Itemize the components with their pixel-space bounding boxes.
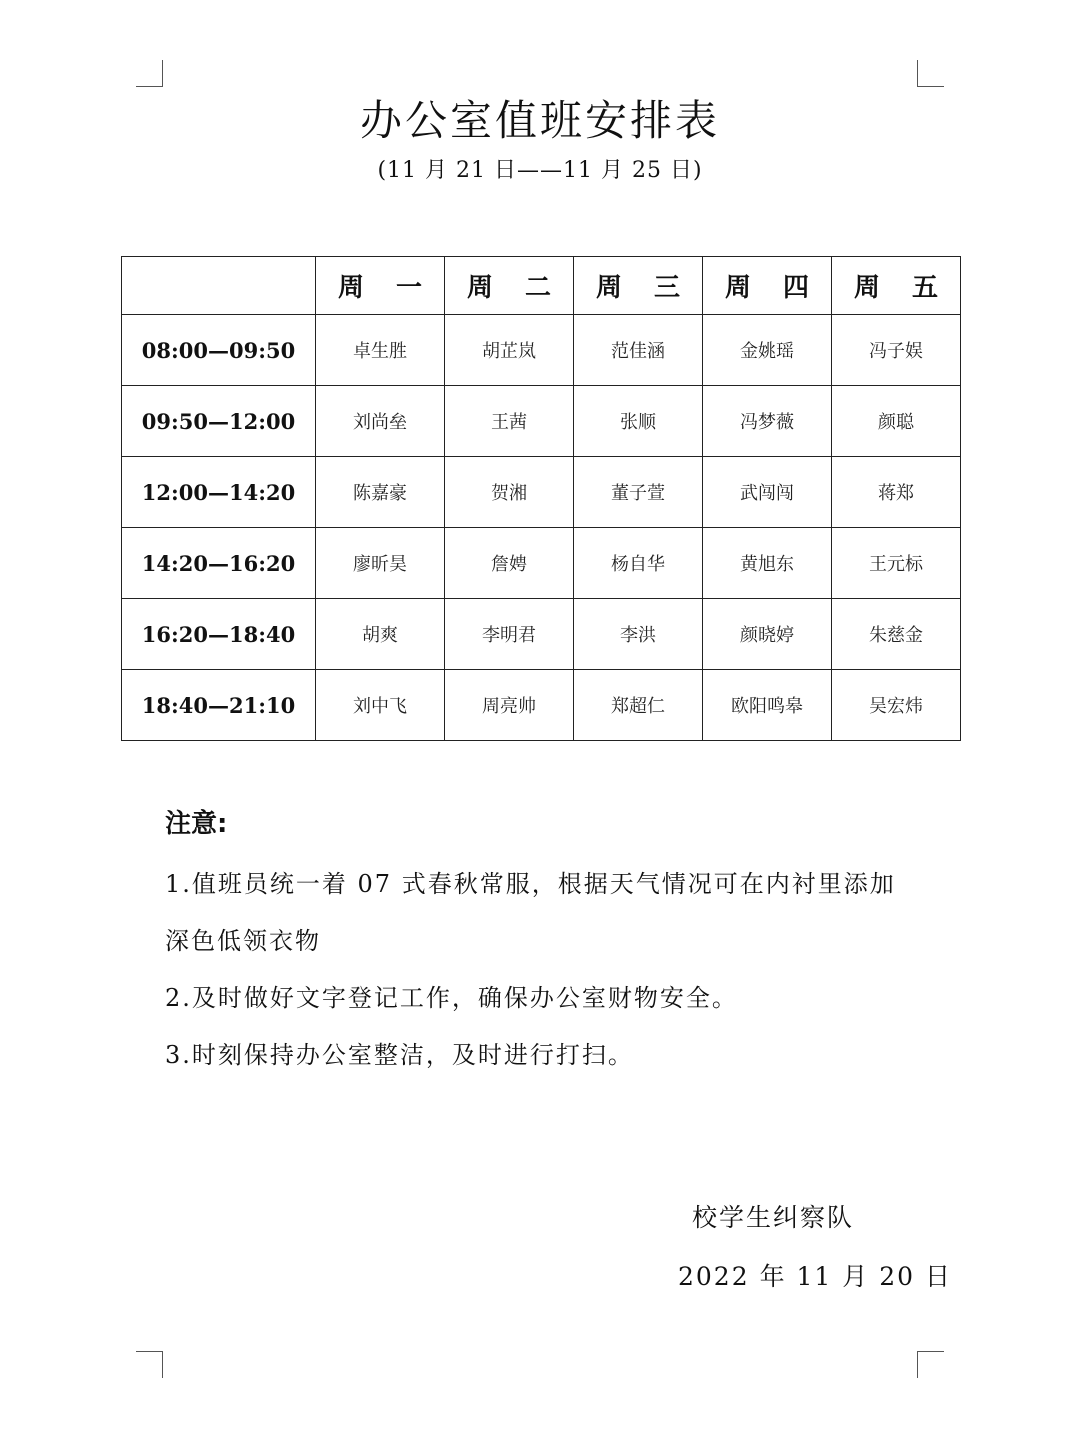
duty-name: 冯子娱 — [832, 315, 961, 386]
date-range: (11 月 21 日——11 月 25 日) — [377, 158, 703, 183]
duty-name: 金姚瑶 — [703, 315, 832, 386]
duty-name: 陈嘉豪 — [316, 457, 445, 528]
header-tuesday: 周 二 — [445, 257, 574, 315]
duty-schedule-table — [121, 256, 961, 741]
table-row — [122, 528, 961, 599]
notes-section — [165, 804, 965, 1084]
header-corner — [122, 257, 316, 315]
duty-name: 蒋郑 — [832, 457, 961, 528]
table-row — [122, 315, 961, 386]
time-slot: 12:00—14:20 — [122, 457, 316, 528]
duty-name: 冯梦薇 — [703, 386, 832, 457]
duty-name: 吴宏炜 — [832, 670, 961, 741]
table-row — [122, 670, 961, 741]
notes-heading: 注意: — [165, 809, 228, 839]
duty-name: 廖昕昊 — [316, 528, 445, 599]
duty-name: 颜晓婷 — [703, 599, 832, 670]
header-friday: 周 五 — [832, 257, 961, 315]
note-line: 1.值班员统一着 07 式春秋常服，根据天气情况可在内衬里添加 — [165, 870, 896, 898]
page-title: 办公室值班安排表 — [359, 96, 720, 145]
duty-name: 范佳涵 — [574, 315, 703, 386]
table-row — [122, 457, 961, 528]
time-slot: 08:00—09:50 — [122, 315, 316, 386]
header-monday: 周 一 — [316, 257, 445, 315]
duty-name: 欧阳鸣皋 — [703, 670, 832, 741]
time-slot: 09:50—12:00 — [122, 386, 316, 457]
crop-mark-top-right — [917, 60, 944, 87]
duty-name: 王元标 — [832, 528, 961, 599]
table-row — [122, 599, 961, 670]
header-row — [122, 257, 961, 315]
duty-name: 朱慈金 — [832, 599, 961, 670]
duty-name: 杨自华 — [574, 528, 703, 599]
duty-name: 詹娉 — [445, 528, 574, 599]
note-line: 2.及时做好文字登记工作，确保办公室财物安全。 — [165, 984, 738, 1012]
duty-name: 武闯闯 — [703, 457, 832, 528]
duty-name: 胡爽 — [316, 599, 445, 670]
duty-name: 胡芷岚 — [445, 315, 574, 386]
duty-name: 黄旭东 — [703, 528, 832, 599]
duty-name: 李明君 — [445, 599, 574, 670]
signature-organization: 校学生纠察队 — [692, 1203, 855, 1232]
duty-name: 王茜 — [445, 386, 574, 457]
table-row — [122, 386, 961, 457]
duty-name: 卓生胜 — [316, 315, 445, 386]
duty-name: 贺湘 — [445, 457, 574, 528]
crop-mark-bottom-right — [917, 1351, 944, 1378]
note-line: 深色低领衣物 — [165, 927, 321, 955]
duty-name: 刘中飞 — [316, 670, 445, 741]
duty-name: 颜聪 — [832, 386, 961, 457]
time-slot: 14:20—16:20 — [122, 528, 316, 599]
time-slot: 18:40—21:10 — [122, 670, 316, 741]
header-wednesday: 周 三 — [574, 257, 703, 315]
duty-name: 张顺 — [574, 386, 703, 457]
duty-name: 董子萱 — [574, 457, 703, 528]
signature-date: 2022 年 11 月 20 日 — [678, 1262, 952, 1291]
note-line: 3.时刻保持办公室整洁，及时进行打扫。 — [165, 1041, 634, 1069]
time-slot: 16:20—18:40 — [122, 599, 316, 670]
duty-name: 周亮帅 — [445, 670, 574, 741]
crop-mark-top-left — [136, 60, 163, 87]
duty-name: 李洪 — [574, 599, 703, 670]
duty-name: 郑超仁 — [574, 670, 703, 741]
crop-mark-bottom-left — [136, 1351, 163, 1378]
header-thursday: 周 四 — [703, 257, 832, 315]
duty-name: 刘尚垒 — [316, 386, 445, 457]
